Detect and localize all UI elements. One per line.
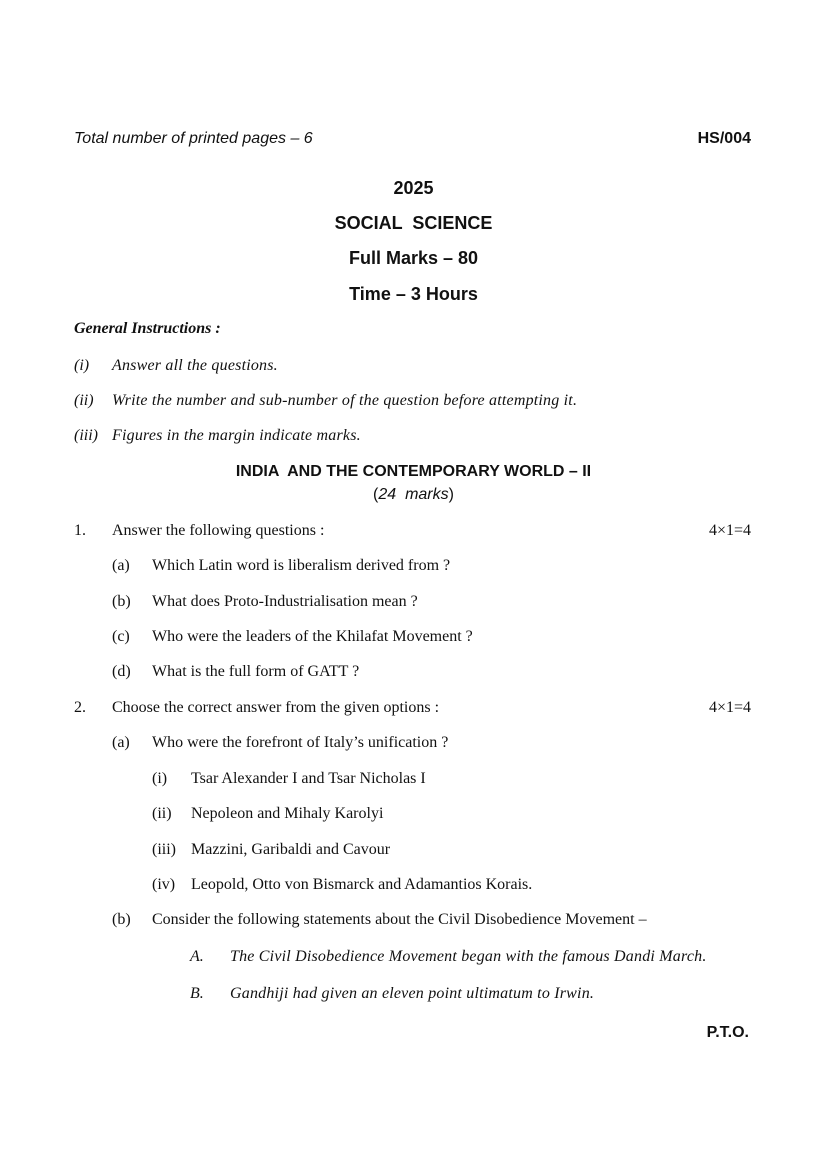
subquestion-text: Which Latin word is liberalism derived from ? <box>152 557 451 574</box>
exam-year: 2025 <box>393 178 434 198</box>
instruction-number: (ii) <box>74 392 94 409</box>
option-label: (ii) <box>152 805 172 822</box>
statement-label: A. <box>190 948 204 965</box>
question-marks: 4×1=4 <box>708 699 751 716</box>
subquestion-text: What is the full form of GATT ? <box>152 663 360 680</box>
option-text: Tsar Alexander I and Tsar Nicholas I <box>191 770 426 787</box>
instruction-number: (iii) <box>74 427 98 444</box>
option-text: Nepoleon and Mihaly Karolyi <box>191 805 384 822</box>
subquestion-label: (c) <box>112 628 130 645</box>
question-text: Choose the correct answer from the given options : <box>112 699 440 716</box>
subquestion-label: (a) <box>112 557 130 574</box>
exam-subject: SOCIAL SCIENCE <box>334 213 493 233</box>
statement-text: Gandhiji had given an eleven point ultimatum to Irwin. <box>230 985 595 1002</box>
please-turn-over: P.T.O. <box>706 1024 749 1041</box>
subquestion-text: Who were the forefront of Italy’s unification ? <box>152 734 449 751</box>
full-marks: Full Marks – 80 <box>348 248 479 268</box>
instruction-number: (i) <box>74 357 90 374</box>
exam-time: Time – 3 Hours <box>349 284 478 304</box>
question-number: 1. <box>74 522 86 539</box>
instruction-text: Write the number and sub-number of the question before attempting it. <box>112 392 578 409</box>
section-marks-value: 24 marks <box>378 486 449 503</box>
paper-code: HS/004 <box>697 130 751 147</box>
subquestion-label: (b) <box>112 593 131 610</box>
subquestion-text: What does Proto-Industrialisation mean ? <box>152 593 418 610</box>
option-label: (i) <box>152 770 168 787</box>
section-marks <box>0 486 827 504</box>
instruction-text: Answer all the questions. <box>112 357 278 374</box>
option-text: Leopold, Otto von Bismarck and Adamantios Korais. <box>191 876 533 893</box>
question-marks: 4×1=4 <box>708 522 751 539</box>
subquestion-label: (b) <box>112 911 131 928</box>
section-title: INDIA AND THE CONTEMPORARY WORLD – II <box>235 463 592 480</box>
subquestion-text: Who were the leaders of the Khilafat Movement ? <box>152 628 473 645</box>
printed-pages-note: Total number of printed pages – 6 <box>74 130 313 147</box>
statement-label: B. <box>190 985 204 1002</box>
option-text: Mazzini, Garibaldi and Cavour <box>191 841 391 858</box>
section-marks-close: ) <box>448 486 454 503</box>
statement-text: The Civil Disobedience Movement began with the famous Dandi March. <box>230 948 707 965</box>
option-label: (iii) <box>152 841 176 858</box>
instruction-text: Figures in the margin indicate marks. <box>112 427 361 444</box>
instructions-heading: General Instructions : <box>74 320 221 337</box>
subquestion-label: (d) <box>112 663 131 680</box>
question-number: 2. <box>74 699 86 716</box>
option-label: (iv) <box>152 876 176 893</box>
section-marks-open: ( <box>373 486 379 503</box>
question-text: Answer the following questions : <box>112 522 325 539</box>
subquestion-label: (a) <box>112 734 130 751</box>
subquestion-text: Consider the following statements about the Civil Disobedience Movement – <box>152 911 647 928</box>
